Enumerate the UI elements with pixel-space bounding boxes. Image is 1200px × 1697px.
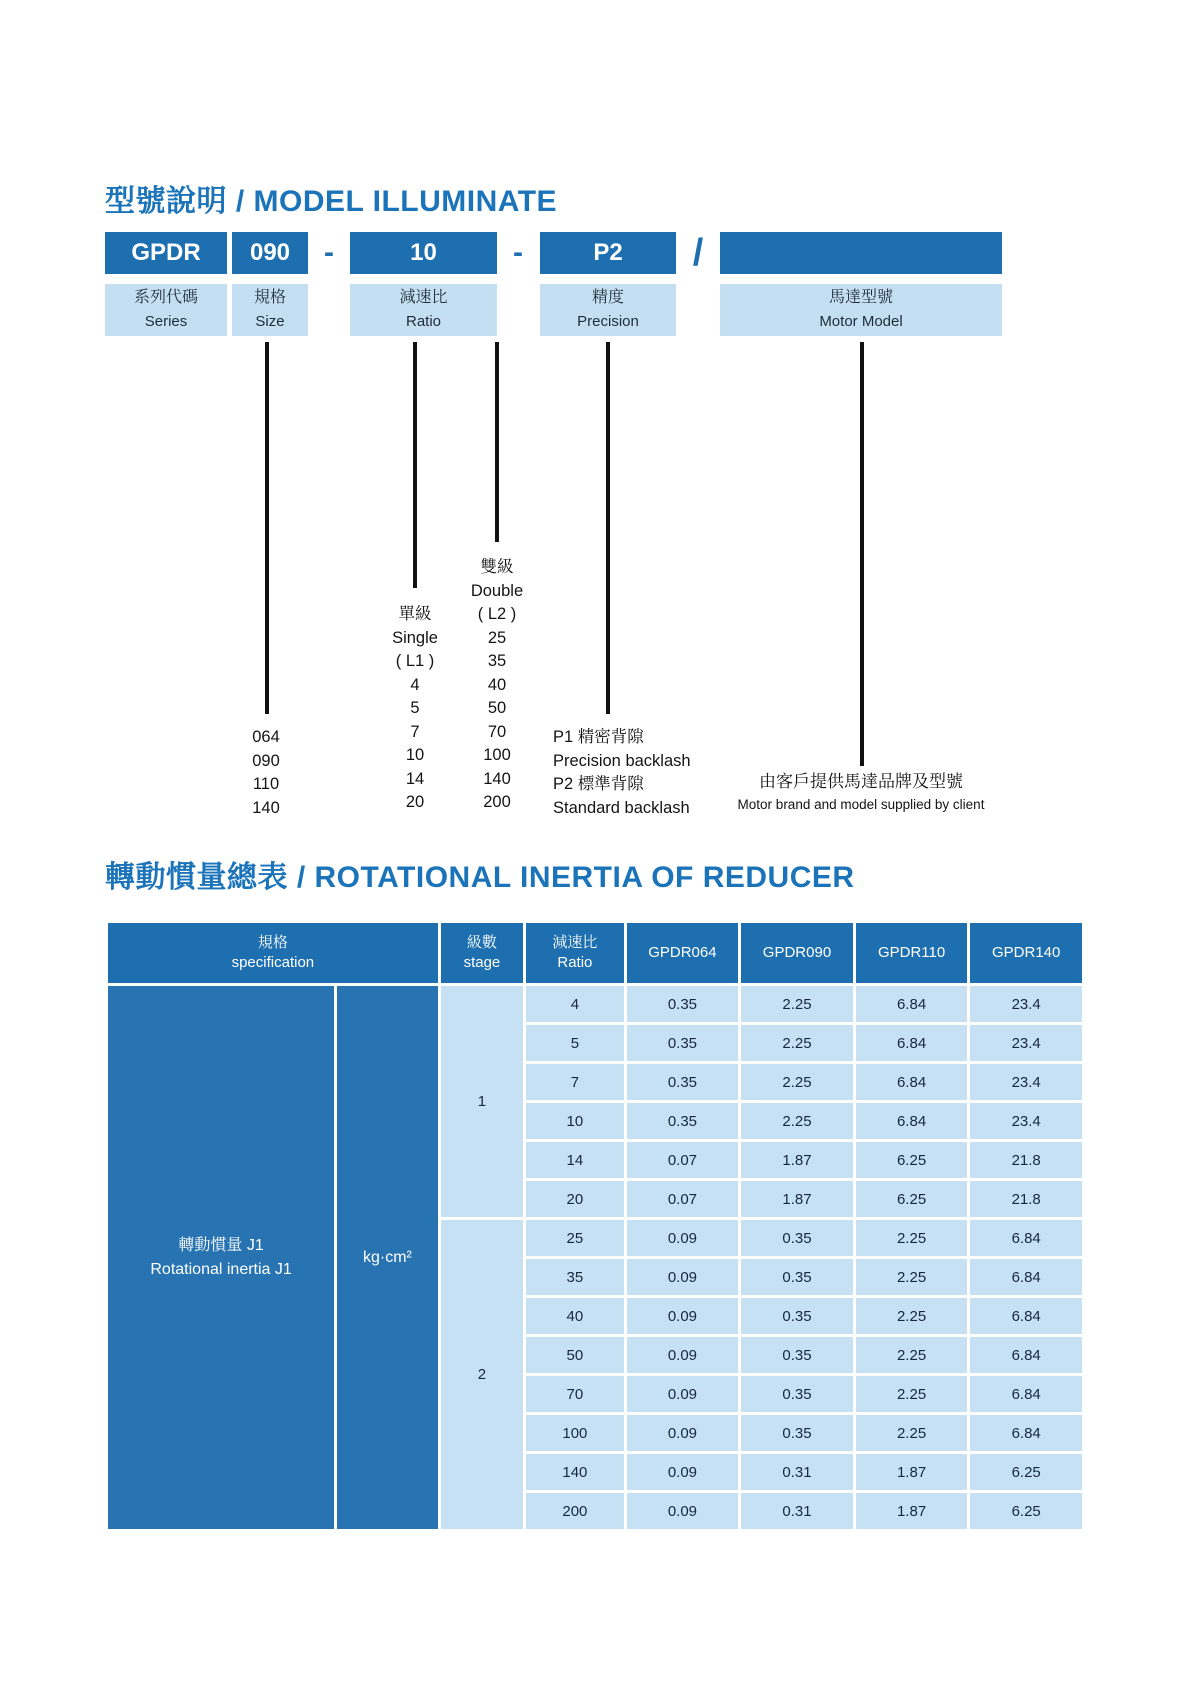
- cell-line: 轉動慣量 J1: [178, 1236, 264, 1254]
- label-series-zh: 系列代碼: [133, 289, 198, 306]
- value-cell: 1.87: [741, 1181, 853, 1217]
- value-cell: 0.07: [627, 1181, 739, 1217]
- header-model: GPDR090: [741, 923, 853, 983]
- header-stage: [441, 923, 523, 983]
- list-item: 5: [410, 699, 420, 717]
- label-ratio-en: Ratio: [405, 313, 442, 330]
- list-item: 單級: [398, 605, 432, 623]
- value-cell: 6.25: [856, 1181, 968, 1217]
- header-model: GPDR140: [970, 923, 1082, 983]
- header-specification: [108, 923, 438, 983]
- ratio-cell: 40: [526, 1298, 624, 1334]
- code-box-size: 090: [232, 232, 308, 274]
- value-cell: 6.84: [856, 1103, 968, 1139]
- value-cell: 6.25: [970, 1454, 1082, 1490]
- value-cell: 6.84: [970, 1259, 1082, 1295]
- ratio-cell: 14: [526, 1142, 624, 1178]
- value-cell: 0.09: [627, 1376, 739, 1412]
- value-cell: 21.8: [970, 1142, 1082, 1178]
- label-box-ratio: [350, 284, 497, 336]
- value-cell: 2.25: [856, 1259, 968, 1295]
- code-separator-slash: /: [692, 231, 704, 274]
- list-item: Precision backlash: [553, 751, 691, 770]
- inertia-table-body: [108, 986, 1082, 1529]
- value-cell: 0.09: [627, 1298, 739, 1334]
- value-cell: 0.09: [627, 1220, 739, 1256]
- value-cell: 6.84: [856, 1064, 968, 1100]
- list-item: 140: [483, 769, 511, 788]
- stage-cell: 2: [441, 1220, 523, 1529]
- value-cell: 0.35: [741, 1415, 853, 1451]
- list-item: 200: [483, 793, 511, 811]
- label-box-precision: [540, 284, 676, 336]
- value-cell: 0.35: [627, 986, 739, 1022]
- label-series-en: Series: [144, 313, 188, 330]
- header-model: GPDR064: [627, 923, 739, 983]
- ratio-single-header: [365, 603, 465, 674]
- cell-line: stage: [463, 954, 501, 971]
- list-item: 70: [487, 722, 507, 741]
- value-cell: 2.25: [741, 1064, 853, 1100]
- list-item: Single: [392, 628, 438, 647]
- ratio-single-column: [365, 603, 465, 815]
- table-row: [108, 986, 1082, 1022]
- list-item: 100: [483, 746, 511, 764]
- size-line: [265, 342, 269, 714]
- ratio-cell: 70: [526, 1376, 624, 1412]
- size-options-column: [225, 726, 307, 820]
- unit-cell: kg·cm²: [337, 986, 438, 1529]
- ratio-cell: 140: [526, 1454, 624, 1490]
- value-cell: 2.25: [741, 1025, 853, 1061]
- table-header-row: [108, 923, 1082, 983]
- section2-title: 轉動慣量總表 / ROTATIONAL INERTIA OF REDUCER: [105, 861, 855, 894]
- ratio-single-values: [365, 674, 465, 815]
- list-item: ( L1 ): [395, 652, 435, 670]
- motor-note-en: Motor brand and model supplied by client: [737, 797, 985, 812]
- value-cell: 2.25: [741, 986, 853, 1022]
- value-cell: 21.8: [970, 1181, 1082, 1217]
- code-box-motor: [720, 232, 1002, 274]
- list-item: 14: [405, 769, 425, 788]
- value-cell: 2.25: [741, 1103, 853, 1139]
- value-cell: 6.84: [970, 1298, 1082, 1334]
- code-separator-dash2: -: [513, 236, 523, 269]
- value-cell: 23.4: [970, 986, 1082, 1022]
- list-item: 7: [410, 722, 420, 741]
- ratio-cell: 4: [526, 986, 624, 1022]
- value-cell: 6.25: [856, 1142, 968, 1178]
- value-cell: 0.35: [741, 1337, 853, 1373]
- ratio-cell: 5: [526, 1025, 624, 1061]
- precision-line: [606, 342, 610, 714]
- motor-note: [720, 770, 1002, 816]
- value-cell: 6.84: [970, 1220, 1082, 1256]
- value-cell: 0.31: [741, 1454, 853, 1490]
- list-item: 40: [487, 675, 507, 694]
- value-cell: 0.35: [627, 1103, 739, 1139]
- value-cell: 0.09: [627, 1259, 739, 1295]
- label-precision-zh: 精度: [591, 289, 624, 306]
- list-item: 25: [487, 628, 507, 647]
- label-ratio-zh: 減速比: [399, 289, 448, 306]
- value-cell: 6.25: [970, 1493, 1082, 1529]
- header-model: GPDR110: [856, 923, 968, 983]
- stage-cell: 1: [441, 986, 523, 1217]
- value-cell: 0.35: [741, 1376, 853, 1412]
- value-cell: 23.4: [970, 1103, 1082, 1139]
- code-box-precision: P2: [540, 232, 676, 274]
- cell-line: specification: [231, 954, 315, 971]
- label-size-zh: 規格: [253, 289, 286, 306]
- cell-line: 級數: [466, 934, 497, 951]
- list-item: 110: [252, 775, 280, 793]
- ratio-double-line: [495, 342, 499, 542]
- list-item: 35: [487, 652, 507, 670]
- label-precision-en: Precision: [577, 313, 639, 330]
- motor-line: [860, 342, 864, 766]
- value-cell: 0.31: [741, 1493, 853, 1529]
- value-cell: 6.84: [970, 1415, 1082, 1451]
- value-cell: 1.87: [741, 1142, 853, 1178]
- list-item: ( L2 ): [477, 605, 517, 623]
- value-cell: 2.25: [856, 1337, 968, 1373]
- value-cell: 0.35: [741, 1220, 853, 1256]
- list-item: 10: [405, 746, 425, 764]
- inertia-table-head: [108, 923, 1082, 983]
- ratio-cell: 100: [526, 1415, 624, 1451]
- value-cell: 0.09: [627, 1493, 739, 1529]
- value-cell: 6.84: [970, 1337, 1082, 1373]
- label-motor-zh: 馬達型號: [828, 289, 893, 306]
- header-ratio: [526, 923, 624, 983]
- value-cell: 0.09: [627, 1415, 739, 1451]
- list-item: 4: [410, 675, 420, 694]
- value-cell: 1.87: [856, 1454, 968, 1490]
- list-item: P1 精密背隙: [553, 728, 644, 746]
- list-item: Standard backlash: [553, 798, 690, 817]
- list-item: 090: [252, 751, 280, 770]
- list-item: Double: [470, 581, 524, 600]
- ratio-cell: 10: [526, 1103, 624, 1139]
- code-box-ratio: 10: [350, 232, 497, 274]
- value-cell: 0.35: [741, 1259, 853, 1295]
- label-box-motor: [720, 284, 1002, 336]
- value-cell: 6.84: [856, 986, 968, 1022]
- value-cell: 6.84: [856, 1025, 968, 1061]
- size-options: [225, 726, 307, 820]
- label-size-en: Size: [255, 313, 285, 330]
- list-item: 50: [487, 699, 507, 717]
- label-box-series: [105, 284, 227, 336]
- ratio-cell: 50: [526, 1337, 624, 1373]
- list-item: 雙級: [480, 558, 514, 576]
- value-cell: 0.35: [741, 1298, 853, 1334]
- cell-line: 規格: [257, 934, 288, 951]
- cell-line: 減速比: [552, 934, 598, 951]
- value-cell: 6.84: [970, 1376, 1082, 1412]
- value-cell: 0.09: [627, 1454, 739, 1490]
- ratio-single-line: [413, 342, 417, 588]
- ratio-cell: 20: [526, 1181, 624, 1217]
- value-cell: 0.35: [627, 1025, 739, 1061]
- cell-line: Ratio: [557, 954, 593, 971]
- value-cell: 1.87: [856, 1493, 968, 1529]
- value-cell: 23.4: [970, 1025, 1082, 1061]
- ratio-cell: 7: [526, 1064, 624, 1100]
- cell-line: Rotational inertia J1: [150, 1260, 292, 1278]
- motor-note-zh: 由客戶提供馬達品牌及型號: [759, 772, 963, 791]
- value-cell: 0.07: [627, 1142, 739, 1178]
- list-item: 20: [405, 793, 425, 811]
- value-cell: 2.25: [856, 1298, 968, 1334]
- section1-title: 型號說明 / MODEL ILLUMINATE: [105, 185, 558, 218]
- value-cell: 2.25: [856, 1220, 968, 1256]
- label-motor-en: Motor Model: [819, 313, 903, 330]
- ratio-cell: 25: [526, 1220, 624, 1256]
- list-item: 140: [252, 798, 280, 817]
- value-cell: 0.35: [627, 1064, 739, 1100]
- list-item: P2 標準背隙: [553, 775, 644, 793]
- row-label-cell: [108, 986, 334, 1529]
- inertia-table: [105, 920, 1085, 1532]
- code-box-series: GPDR: [105, 232, 227, 274]
- ratio-cell: 35: [526, 1259, 624, 1295]
- value-cell: 0.09: [627, 1337, 739, 1373]
- list-item: 064: [252, 728, 280, 746]
- ratio-cell: 200: [526, 1493, 624, 1529]
- value-cell: 23.4: [970, 1064, 1082, 1100]
- value-cell: 2.25: [856, 1376, 968, 1412]
- label-box-size: [232, 284, 308, 336]
- value-cell: 2.25: [856, 1415, 968, 1451]
- code-separator-dash1: -: [324, 236, 334, 269]
